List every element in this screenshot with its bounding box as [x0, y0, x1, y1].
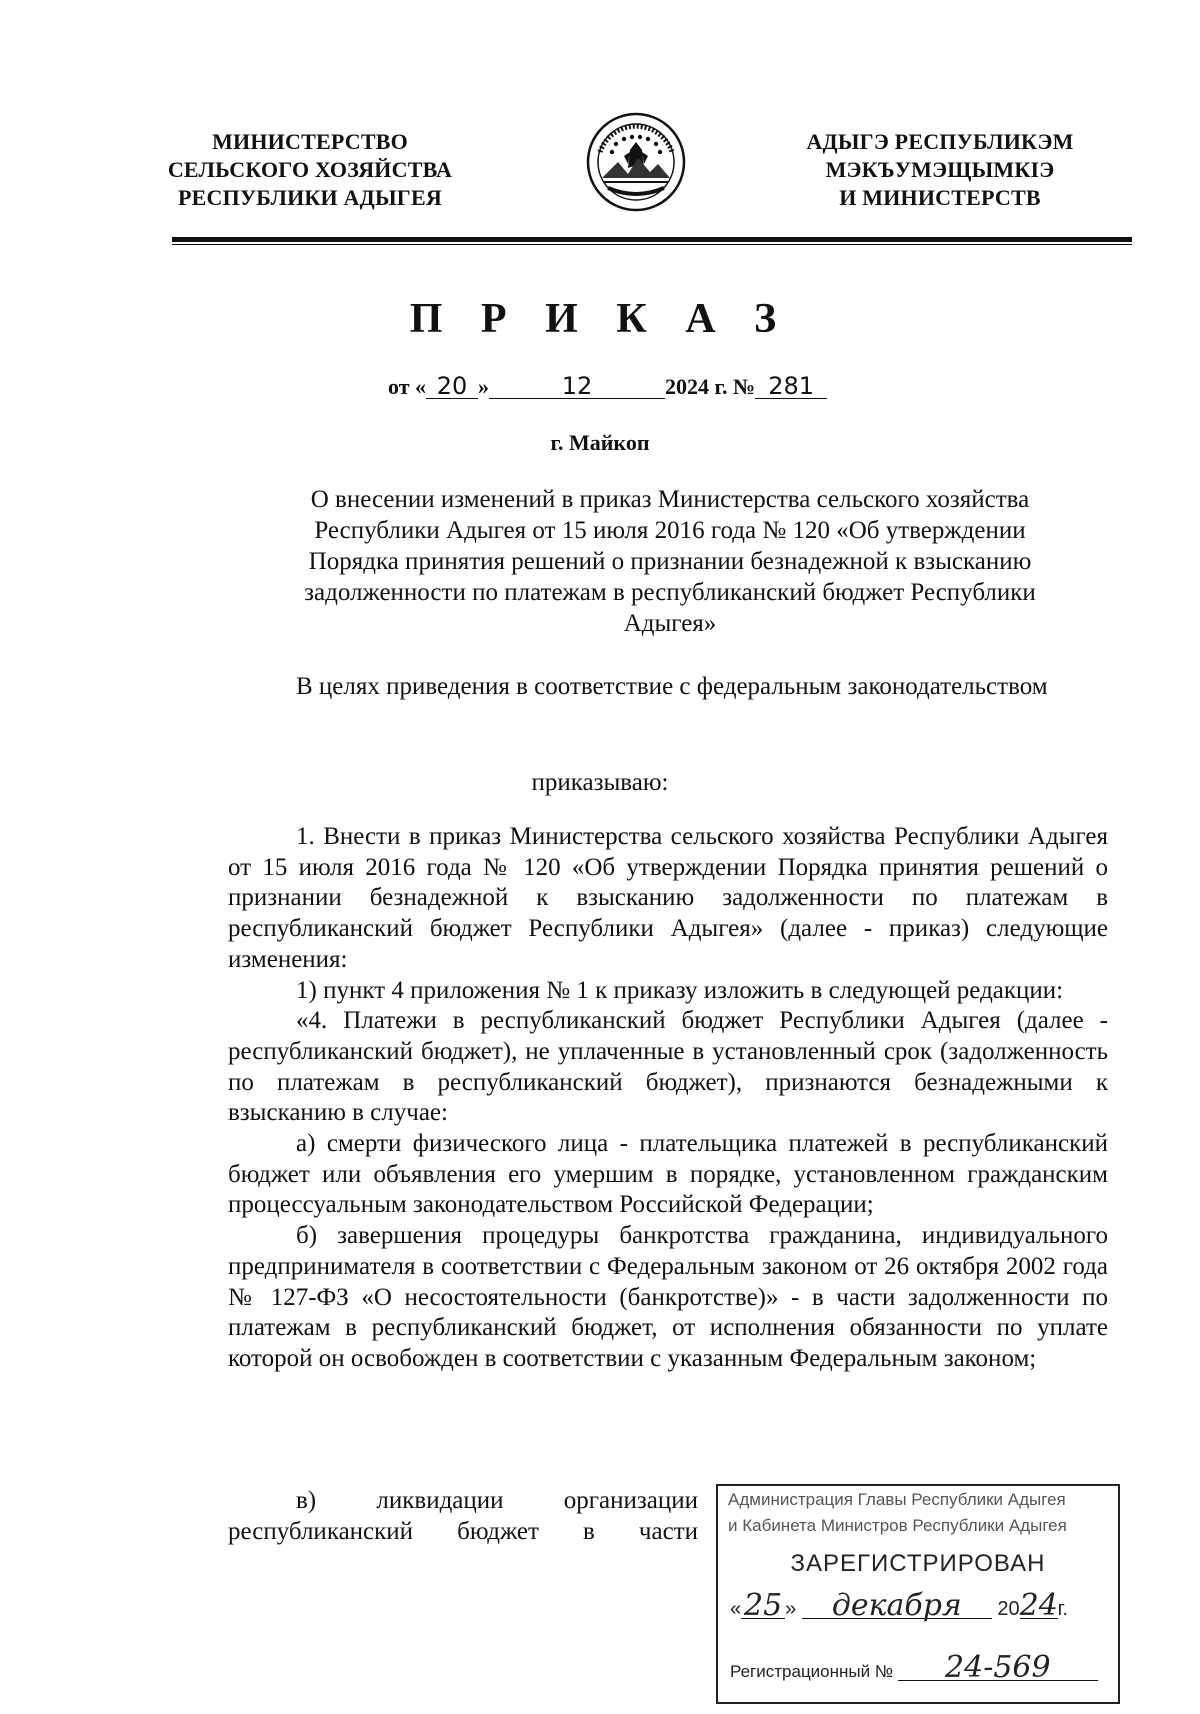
registration-stamp	[716, 1484, 1120, 1704]
header-divider	[172, 237, 1132, 242]
ministry-name-line: АДЫГЭ РЕСПУБЛИКЭМ	[806, 129, 1074, 154]
date-prefix: от «	[388, 374, 427, 399]
stamp-authority-line: Администрация Главы Республики Адыгея	[728, 1490, 1066, 1509]
ministry-name-line: И МИНИСТЕРСТВ	[839, 185, 1041, 210]
date-day: 20	[426, 374, 478, 399]
city: г. Майкоп	[550, 430, 650, 455]
ministry-name-line: МИНИСТЕРСТВО	[212, 129, 408, 154]
ministry-name-adyghe	[770, 128, 1110, 212]
date-mid: »	[478, 374, 490, 399]
stamp-registration	[730, 1650, 1110, 1685]
date-year: 2024 г.	[665, 374, 728, 399]
order-number: 281	[755, 374, 827, 399]
subject-line: Адыгея»	[623, 610, 717, 637]
stamp-date: «25 » декабря 2024г.	[730, 1588, 1069, 1623]
stamp-year-suffix: г.	[1057, 1598, 1069, 1620]
stamp-status: ЗАРЕГИСТРИРОВАН	[790, 1550, 1046, 1577]
paragraph: «4. Платежи в республиканский бюджет Республики Адыгея (далее - республиканский бюджет), не уплаченные в установленный срок (задолженность по платежам в республиканский бюджет), признаются безнадежными к взысканию в случае:	[228, 1007, 1108, 1127]
intro-paragraph: В целях приведения в соответствие с федеральным законодательством	[296, 673, 1048, 700]
order-number-label: №	[733, 374, 756, 399]
subject-line: Республики Адыгея от 15 июля 2016 года № 120 «Об утверждении	[314, 517, 1026, 544]
ministry-name-line: РЕСПУБЛИКИ АДЫГЕЯ	[178, 185, 442, 210]
stamp-day: 25	[741, 1594, 785, 1619]
ministry-name-russian	[150, 128, 470, 212]
order-subject	[260, 484, 1080, 639]
decree-word: приказываю:	[531, 769, 669, 796]
stamp-year: 24	[1019, 1588, 1058, 1623]
registration-label: Регистрационный №	[730, 1662, 894, 1681]
ministry-name-line: МЭКЪУМЭЩЫМКIЭ	[825, 157, 1055, 182]
header-divider-thin	[172, 244, 1132, 245]
subject-line: О внесении изменений в приказ Министерства сельского хозяйства	[310, 486, 1030, 513]
adygea-coat-of-arms-icon	[586, 112, 686, 212]
order-body	[228, 822, 1108, 1375]
paragraph: 1) пункт 4 приложения № 1 к приказу изложить в следующей редакции:	[296, 976, 1064, 1004]
stamp-month: декабря	[802, 1594, 992, 1619]
paragraph: б) завершения процедуры банкротства гражданина, индивидуального предпринимателя в соответствии с Федеральным законом от 26 октября 2002 года № 127-ФЗ «О несостоятельности (банкротстве)» - в части задолженности по платежам в республиканский бюджет, от исполнения обязанности по уплате которой он освобожден в соответствии с указанным Федеральным законом;	[228, 1222, 1108, 1372]
ministry-name-line: СЕЛЬСКОГО ХОЗЯЙСТВА	[167, 157, 453, 182]
paragraph-truncated: в) ликвидации организации республиканский бюджет в части	[228, 1487, 698, 1545]
subject-line: задолженности по платежам в республиканский бюджет Республики	[304, 579, 1036, 606]
paragraph: а) смерти физического лица - плательщика платежей в республиканский бюджет или объявления его умершим в порядке, установленном гражданским процессуальным законодательством Российской Федерации;	[228, 1130, 1108, 1219]
subject-line: Порядка принятия решений о признании безнадежной к взысканию	[308, 548, 1032, 575]
stamp-year-prefix: 20	[997, 1598, 1020, 1620]
registration-number: 24-569	[898, 1656, 1098, 1681]
paragraph: 1. Внести в приказ Министерства сельского хозяйства Республики Адыгея от 15 июля 2016 года № 120 «Об утверждении Порядка принятия решений о признании безнадежной к взысканию задолженности по платежам в республиканский бюджет Республики Адыгея» (далее - приказ) следующие изменения:	[228, 823, 1108, 973]
date-month: 12	[489, 374, 665, 399]
stamp-authority-line: и Кабинета Министров Республики Адыгея	[728, 1516, 1067, 1535]
document-title: П Р И К А З	[409, 296, 791, 342]
order-dateline	[388, 374, 827, 400]
